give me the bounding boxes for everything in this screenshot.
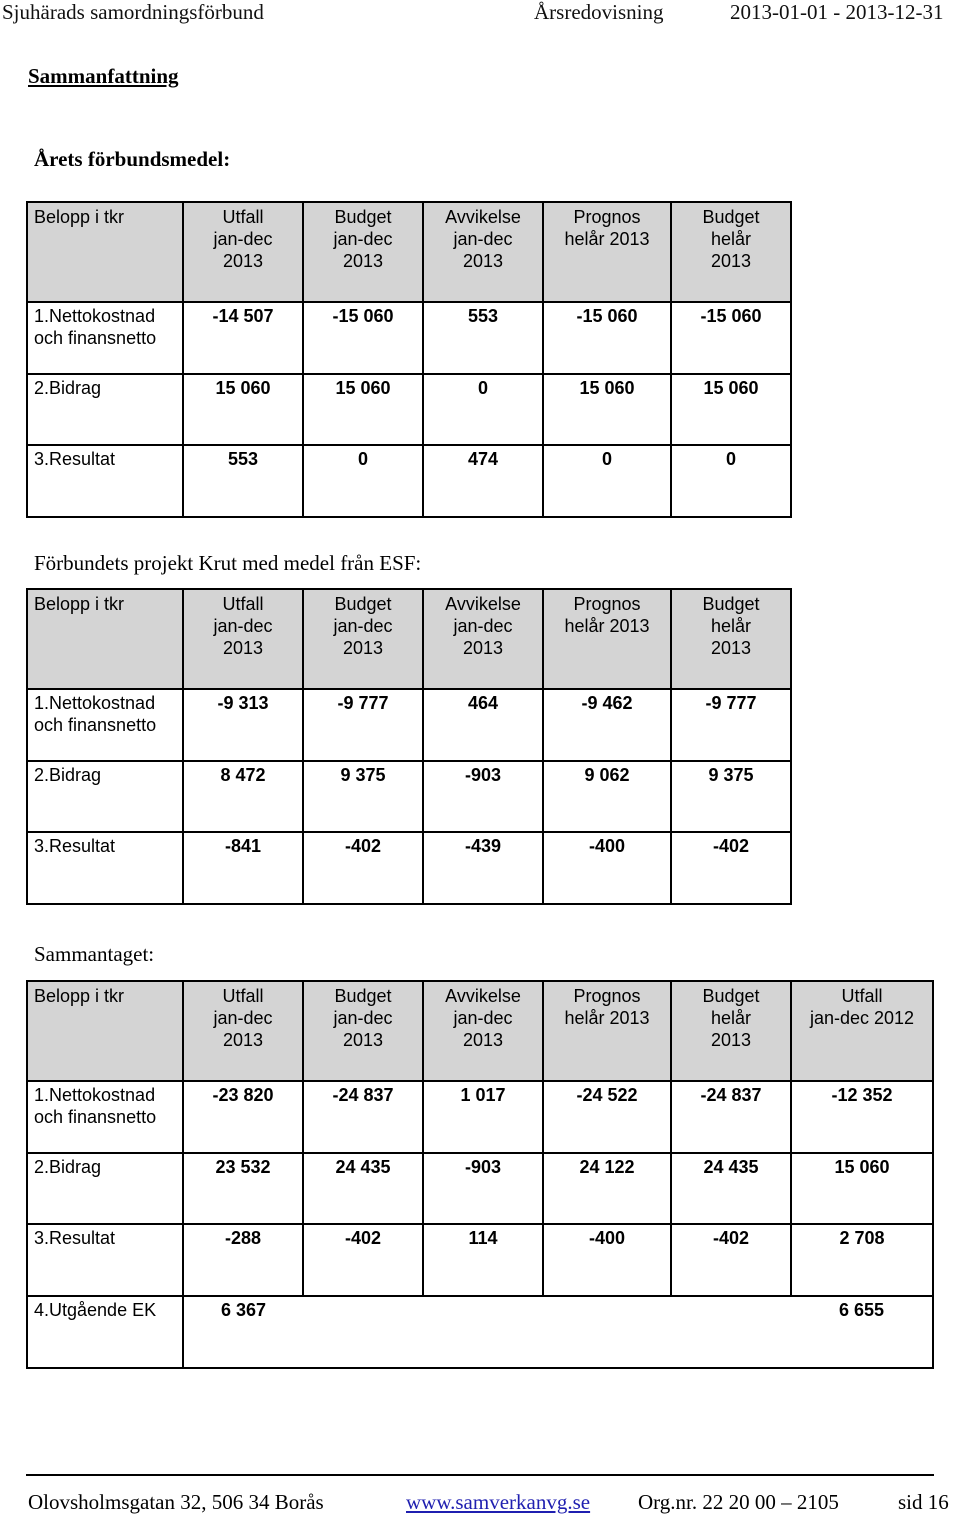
cell: -402	[671, 1224, 791, 1296]
cell: 23 532	[183, 1153, 303, 1224]
table-row	[27, 761, 791, 832]
column-header: Belopp i tkr	[27, 202, 183, 302]
cell: -402	[671, 832, 791, 904]
cell: 8 472	[183, 761, 303, 832]
cell: -15 060	[543, 302, 671, 374]
column-header: Utfall jan-dec 2013	[183, 202, 303, 302]
column-header: Prognos helår 2013	[543, 589, 671, 689]
cell: -402	[303, 1224, 423, 1296]
cell: -14 507	[183, 302, 303, 374]
cell: -23 820	[183, 1081, 303, 1153]
cell: -24 522	[543, 1081, 671, 1153]
row-label: 3.Resultat	[27, 1224, 183, 1296]
column-header: Budget helår 2013	[671, 202, 791, 302]
header-document-type: Årsredovisning	[534, 0, 664, 24]
cell: 24 435	[671, 1153, 791, 1224]
cell: -24 837	[671, 1081, 791, 1153]
cell: 15 060	[303, 374, 423, 445]
cell: -400	[543, 1224, 671, 1296]
cell: 24 122	[543, 1153, 671, 1224]
column-header: Utfall jan-dec 2012	[791, 981, 933, 1081]
cell	[543, 1296, 671, 1368]
footer-website-link[interactable]: www.samverkanvg.se	[406, 1490, 591, 1514]
cell	[303, 1296, 423, 1368]
footer-page-number: sid 16	[898, 1490, 949, 1514]
cell: -903	[423, 1153, 543, 1224]
column-header: Avvikelse jan-dec 2013	[423, 981, 543, 1081]
table-3-title: Sammantaget:	[34, 942, 155, 966]
table-2-title: Förbundets projekt Krut med medel från ESF:	[34, 551, 422, 575]
cell: -400	[543, 832, 671, 904]
cell: -9 777	[671, 689, 791, 761]
row-label: 2.Bidrag	[27, 374, 183, 445]
cell: 15 060	[671, 374, 791, 445]
column-header: Belopp i tkr	[27, 981, 183, 1081]
cell: 6 367	[183, 1296, 303, 1368]
row-label: 1.Nettokostnad och finansnetto	[27, 302, 183, 374]
column-header: Avvikelse jan-dec 2013	[423, 589, 543, 689]
cell: -402	[303, 832, 423, 904]
table-row	[27, 302, 791, 374]
cell: 0	[303, 445, 423, 517]
page-header	[0, 0, 960, 28]
table-row	[27, 1081, 933, 1153]
section-title: Sammanfattning	[28, 64, 179, 88]
cell: -288	[183, 1224, 303, 1296]
cell: 2 708	[791, 1224, 933, 1296]
cell	[671, 1296, 791, 1368]
header-organization: Sjuhärads samordningsförbund	[2, 0, 264, 24]
cell: 464	[423, 689, 543, 761]
cell: 1 017	[423, 1081, 543, 1153]
cell: -12 352	[791, 1081, 933, 1153]
cell: -9 313	[183, 689, 303, 761]
header-period: 2013-01-01 - 2013-12-31	[730, 0, 944, 24]
cell: -841	[183, 832, 303, 904]
cell: 9 375	[671, 761, 791, 832]
table-row	[27, 1153, 933, 1224]
table-forbundsmedel	[26, 201, 792, 518]
cell: 24 435	[303, 1153, 423, 1224]
cell: -9 777	[303, 689, 423, 761]
cell: 9 062	[543, 761, 671, 832]
cell: 114	[423, 1224, 543, 1296]
table-sammantaget	[26, 980, 934, 1369]
column-header: Prognos helår 2013	[543, 981, 671, 1081]
table-row	[27, 1296, 933, 1368]
cell: 15 060	[791, 1153, 933, 1224]
cell: 15 060	[543, 374, 671, 445]
cell: -24 837	[303, 1081, 423, 1153]
row-label: 3.Resultat	[27, 832, 183, 904]
row-label: 1.Nettokostnad och finansnetto	[27, 689, 183, 761]
cell	[423, 1296, 543, 1368]
cell: 15 060	[183, 374, 303, 445]
table-row	[27, 445, 791, 517]
page-footer	[0, 1474, 960, 1516]
cell: 0	[671, 445, 791, 517]
table-1-title: Årets förbundsmedel:	[34, 147, 231, 171]
cell: 9 375	[303, 761, 423, 832]
row-label: 1.Nettokostnad och finansnetto	[27, 1081, 183, 1153]
table-row	[27, 374, 791, 445]
row-label: 2.Bidrag	[27, 1153, 183, 1224]
cell: 474	[423, 445, 543, 517]
footer-address: Olovsholmsgatan 32, 506 34 Borås	[28, 1490, 324, 1514]
cell: 0	[543, 445, 671, 517]
row-label: 4.Utgående EK	[27, 1296, 183, 1368]
table-projekt-krut	[26, 588, 792, 905]
cell: 0	[423, 374, 543, 445]
column-header: Prognos helår 2013	[543, 202, 671, 302]
cell: 553	[183, 445, 303, 517]
table-row	[27, 1224, 933, 1296]
table-row	[27, 832, 791, 904]
column-header: Avvikelse jan-dec 2013	[423, 202, 543, 302]
column-header: Belopp i tkr	[27, 589, 183, 689]
row-label: 3.Resultat	[27, 445, 183, 517]
cell: -15 060	[303, 302, 423, 374]
footer-org-number: Org.nr. 22 20 00 – 2105	[638, 1490, 839, 1514]
cell: 6 655	[791, 1296, 933, 1368]
cell: 553	[423, 302, 543, 374]
footer-rule	[26, 1474, 934, 1476]
column-header: Utfall jan-dec 2013	[183, 589, 303, 689]
cell: -903	[423, 761, 543, 832]
cell: -439	[423, 832, 543, 904]
column-header: Budget helår 2013	[671, 589, 791, 689]
cell: -15 060	[671, 302, 791, 374]
column-header: Budget jan-dec 2013	[303, 981, 423, 1081]
column-header: Budget jan-dec 2013	[303, 589, 423, 689]
column-header: Utfall jan-dec 2013	[183, 981, 303, 1081]
row-label: 2.Bidrag	[27, 761, 183, 832]
table-row	[27, 689, 791, 761]
column-header: Budget helår 2013	[671, 981, 791, 1081]
cell: -9 462	[543, 689, 671, 761]
column-header: Budget jan-dec 2013	[303, 202, 423, 302]
